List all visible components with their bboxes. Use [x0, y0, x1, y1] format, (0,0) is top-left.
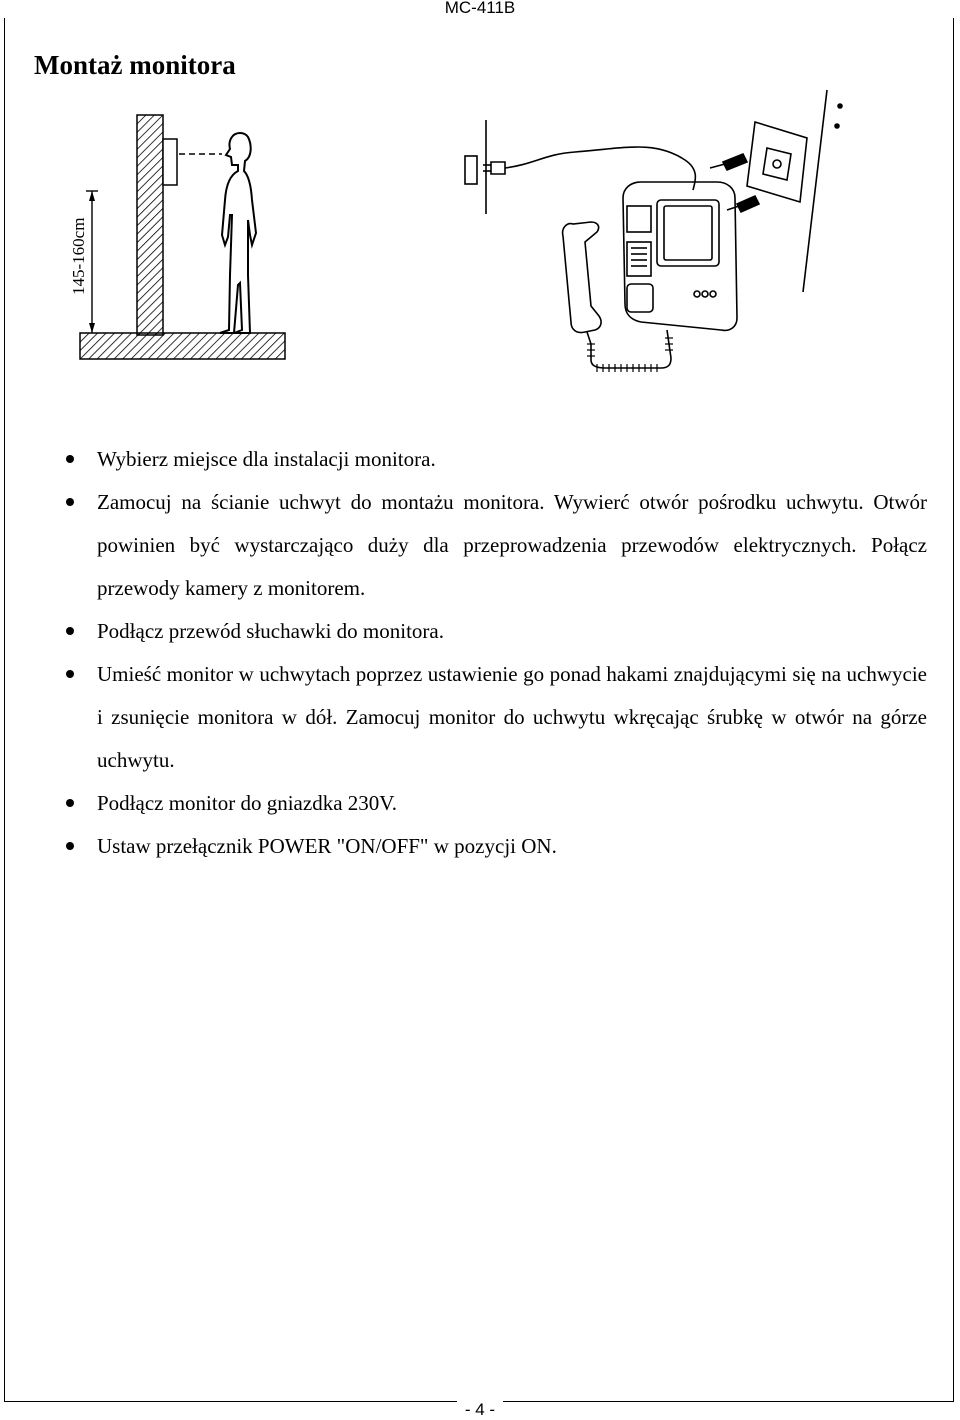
page-number: - 4 - — [457, 1400, 503, 1419]
power-outlet — [465, 156, 477, 184]
height-label: 145-160cm — [69, 217, 88, 295]
person-silhouette — [220, 133, 256, 333]
step-text: Podłącz monitor do gniazdka 230V. — [97, 791, 397, 815]
floor-section — [80, 333, 285, 359]
handset — [563, 222, 601, 333]
bullet-icon — [66, 842, 74, 850]
bullet-icon — [66, 455, 74, 463]
wall-bracket — [747, 122, 807, 202]
handset-coiled-cord — [587, 330, 671, 368]
monitor-control-panel — [627, 206, 651, 232]
power-cable — [505, 147, 695, 190]
section-title: Montaż monitora — [34, 50, 236, 80]
list-item — [62, 653, 927, 782]
page-header — [0, 0, 960, 18]
bullet-icon — [66, 498, 74, 506]
installation-steps-list — [62, 438, 927, 868]
bullet-icon — [66, 627, 74, 635]
bullet-icon — [66, 799, 74, 807]
monitor-speaker-grille — [627, 242, 651, 276]
list-item — [62, 481, 927, 610]
list-item — [62, 610, 927, 653]
monitor-screen — [657, 200, 719, 266]
wall-monitor — [163, 139, 177, 185]
list-item — [62, 825, 927, 868]
mounting-height-illustration — [62, 105, 292, 365]
step-text: Zamocuj na ścianie uchwyt do montażu monitora. Wywierć otwór pośrodku uchwytu. Otwór powinien być wystarczająco duży dla przeprowadzenia przewodów elektrycznych. Połącz przewody kamery z monitorem. — [97, 490, 927, 600]
list-item — [62, 438, 927, 481]
step-text: Podłącz przewód słuchawki do monitora. — [97, 619, 444, 643]
monitor-body — [623, 182, 737, 330]
list-item — [62, 782, 927, 825]
screw-lower — [737, 196, 759, 212]
page-footer — [0, 1400, 960, 1420]
monitor-button — [627, 284, 653, 312]
step-text: Umieść monitor w uchwytach poprzez ustawienie go ponad hakami znajdującymi się na uchwycie i zsunięcie monitora w dół. Zamocuj monitor do uchwytu wkręcając śrubkę w otwór na górze uchwytu. — [97, 662, 927, 772]
power-plug — [491, 162, 505, 174]
wall-section — [137, 115, 163, 335]
wall-line-right — [803, 90, 827, 292]
bullet-icon — [66, 670, 74, 678]
step-text: Ustaw przełącznik POWER "ON/OFF" w pozycji ON. — [97, 834, 557, 858]
model-number: MC-411B — [439, 0, 522, 17]
monitor-installation-illustration — [455, 82, 865, 382]
screw-upper — [723, 154, 747, 170]
step-text: Wybierz miejsce dla instalacji monitora. — [97, 447, 436, 471]
